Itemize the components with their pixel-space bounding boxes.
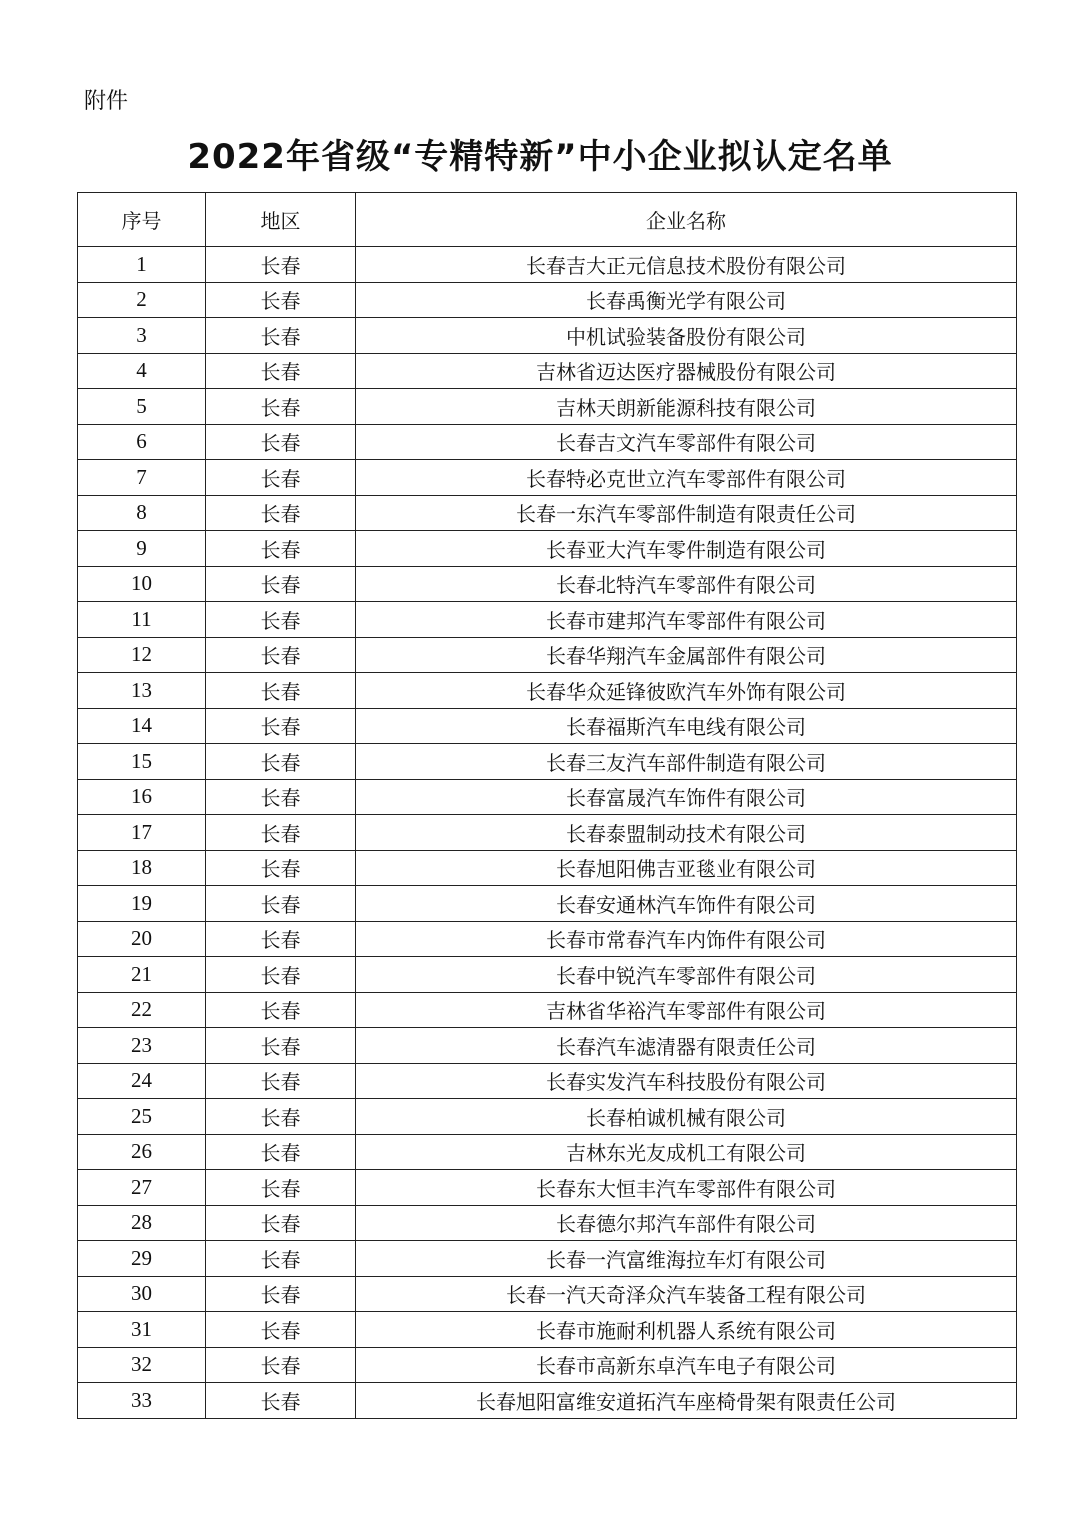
region-cell: 长春 <box>206 495 356 531</box>
company-name-cell: 长春吉大正元信息技术股份有限公司 <box>356 247 1017 283</box>
table-row <box>78 886 1017 922</box>
serial-number-cell: 28 <box>78 1205 206 1241</box>
serial-number-cell: 24 <box>78 1063 206 1099</box>
company-name-cell: 长春汽车滤清器有限责任公司 <box>356 1028 1017 1064</box>
serial-number-cell: 2 <box>78 282 206 318</box>
company-name-cell: 长春市高新东卓汽车电子有限公司 <box>356 1347 1017 1383</box>
table-row <box>78 282 1017 318</box>
company-name-cell: 长春旭阳富维安道拓汽车座椅骨架有限责任公司 <box>356 1383 1017 1419</box>
company-name-cell: 长春富晟汽车饰件有限公司 <box>356 779 1017 815</box>
serial-number-cell: 23 <box>78 1028 206 1064</box>
table-row <box>78 957 1017 993</box>
serial-number-cell: 30 <box>78 1276 206 1312</box>
table-row <box>78 744 1017 780</box>
attachment-label: 附件 <box>84 89 129 114</box>
company-name-cell: 长春市建邦汽车零部件有限公司 <box>356 602 1017 638</box>
table-row <box>78 1063 1017 1099</box>
serial-number-cell: 9 <box>78 531 206 567</box>
company-name-cell: 长春市常春汽车内饰件有限公司 <box>356 921 1017 957</box>
company-name-cell: 长春柏诚机械有限公司 <box>356 1099 1017 1135</box>
table-row <box>78 1276 1017 1312</box>
company-name-cell: 吉林省迈达医疗器械股份有限公司 <box>356 353 1017 389</box>
company-name-cell: 长春特必克世立汽车零部件有限公司 <box>356 460 1017 496</box>
serial-number-cell: 6 <box>78 424 206 460</box>
region-cell: 长春 <box>206 744 356 780</box>
company-name-cell: 长春安通林汽车饰件有限公司 <box>356 886 1017 922</box>
company-name-cell: 长春德尔邦汽车部件有限公司 <box>356 1205 1017 1241</box>
region-cell: 长春 <box>206 602 356 638</box>
serial-number-cell: 14 <box>78 708 206 744</box>
serial-number-cell: 11 <box>78 602 206 638</box>
serial-number-cell: 17 <box>78 815 206 851</box>
serial-number-cell: 29 <box>78 1241 206 1277</box>
table-row <box>78 495 1017 531</box>
table-row <box>78 1134 1017 1170</box>
table-header-row <box>78 193 1017 247</box>
company-name-cell: 长春北特汽车零部件有限公司 <box>356 566 1017 602</box>
serial-number-cell: 31 <box>78 1312 206 1348</box>
region-cell: 长春 <box>206 921 356 957</box>
company-name-cell: 中机试验装备股份有限公司 <box>356 318 1017 354</box>
region-cell: 长春 <box>206 1383 356 1419</box>
region-cell: 长春 <box>206 566 356 602</box>
serial-number-cell: 27 <box>78 1170 206 1206</box>
table-row <box>78 1205 1017 1241</box>
company-name-cell: 长春一东汽车零部件制造有限责任公司 <box>356 495 1017 531</box>
company-name-cell: 长春中锐汽车零部件有限公司 <box>356 957 1017 993</box>
region-cell: 长春 <box>206 460 356 496</box>
table-row <box>78 779 1017 815</box>
serial-number-cell: 26 <box>78 1134 206 1170</box>
table-row <box>78 1099 1017 1135</box>
table-row <box>78 318 1017 354</box>
company-name-cell: 长春泰盟制动技术有限公司 <box>356 815 1017 851</box>
serial-number-cell: 19 <box>78 886 206 922</box>
region-cell: 长春 <box>206 708 356 744</box>
table-row <box>78 1312 1017 1348</box>
region-cell: 长春 <box>206 1028 356 1064</box>
region-cell: 长春 <box>206 1347 356 1383</box>
table-row <box>78 850 1017 886</box>
serial-number-cell: 7 <box>78 460 206 496</box>
table-row <box>78 708 1017 744</box>
table-row <box>78 1028 1017 1064</box>
region-cell: 长春 <box>206 1063 356 1099</box>
region-cell: 长春 <box>206 531 356 567</box>
table-row <box>78 247 1017 283</box>
region-cell: 长春 <box>206 957 356 993</box>
table-row <box>78 460 1017 496</box>
region-cell: 长春 <box>206 673 356 709</box>
table-row <box>78 353 1017 389</box>
company-name-cell: 长春华众延锋彼欧汽车外饰有限公司 <box>356 673 1017 709</box>
region-cell: 长春 <box>206 282 356 318</box>
table-row <box>78 566 1017 602</box>
serial-number-cell: 18 <box>78 850 206 886</box>
company-name-cell: 长春禹衡光学有限公司 <box>356 282 1017 318</box>
serial-number-cell: 33 <box>78 1383 206 1419</box>
serial-number-cell: 5 <box>78 389 206 425</box>
table-row <box>78 815 1017 851</box>
company-name-cell: 长春一汽天奇泽众汽车装备工程有限公司 <box>356 1276 1017 1312</box>
table-row <box>78 673 1017 709</box>
table-row <box>78 1347 1017 1383</box>
region-cell: 长春 <box>206 318 356 354</box>
company-name-cell: 长春吉文汽车零部件有限公司 <box>356 424 1017 460</box>
region-cell: 长春 <box>206 992 356 1028</box>
serial-number-cell: 3 <box>78 318 206 354</box>
company-name-cell: 长春旭阳佛吉亚毯业有限公司 <box>356 850 1017 886</box>
serial-number-cell: 25 <box>78 1099 206 1135</box>
company-name-cell: 吉林东光友成机工有限公司 <box>356 1134 1017 1170</box>
table-row <box>78 424 1017 460</box>
company-name-cell: 吉林省华裕汽车零部件有限公司 <box>356 992 1017 1028</box>
table-row <box>78 531 1017 567</box>
company-name-cell: 长春实发汽车科技股份有限公司 <box>356 1063 1017 1099</box>
region-cell: 长春 <box>206 1241 356 1277</box>
region-cell: 长春 <box>206 1170 356 1206</box>
region-cell: 长春 <box>206 1205 356 1241</box>
table-body <box>78 247 1017 1419</box>
table-row <box>78 921 1017 957</box>
region-cell: 长春 <box>206 815 356 851</box>
serial-number-cell: 15 <box>78 744 206 780</box>
region-cell: 长春 <box>206 424 356 460</box>
column-header-serial: 序号 <box>78 193 206 247</box>
region-cell: 长春 <box>206 389 356 425</box>
table-row <box>78 637 1017 673</box>
table-row <box>78 1170 1017 1206</box>
serial-number-cell: 32 <box>78 1347 206 1383</box>
serial-number-cell: 12 <box>78 637 206 673</box>
region-cell: 长春 <box>206 1099 356 1135</box>
serial-number-cell: 1 <box>78 247 206 283</box>
company-name-cell: 长春福斯汽车电线有限公司 <box>356 708 1017 744</box>
region-cell: 长春 <box>206 850 356 886</box>
document-title: 2022年省级“专精特新”中小企业拟认定名单 <box>187 137 893 177</box>
region-cell: 长春 <box>206 1312 356 1348</box>
company-name-cell: 长春华翔汽车金属部件有限公司 <box>356 637 1017 673</box>
table-row <box>78 992 1017 1028</box>
serial-number-cell: 21 <box>78 957 206 993</box>
serial-number-cell: 13 <box>78 673 206 709</box>
serial-number-cell: 22 <box>78 992 206 1028</box>
serial-number-cell: 4 <box>78 353 206 389</box>
serial-number-cell: 8 <box>78 495 206 531</box>
table-row <box>78 389 1017 425</box>
company-name-cell: 长春东大恒丰汽车零部件有限公司 <box>356 1170 1017 1206</box>
company-name-cell: 长春市施耐利机器人系统有限公司 <box>356 1312 1017 1348</box>
enterprise-list-table <box>77 192 1017 1419</box>
company-name-cell: 吉林天朗新能源科技有限公司 <box>356 389 1017 425</box>
region-cell: 长春 <box>206 779 356 815</box>
company-name-cell: 长春亚大汽车零件制造有限公司 <box>356 531 1017 567</box>
company-name-cell: 长春三友汽车部件制造有限公司 <box>356 744 1017 780</box>
table-row <box>78 602 1017 638</box>
column-header-company: 企业名称 <box>356 193 1017 247</box>
region-cell: 长春 <box>206 1134 356 1170</box>
region-cell: 长春 <box>206 353 356 389</box>
serial-number-cell: 20 <box>78 921 206 957</box>
serial-number-cell: 10 <box>78 566 206 602</box>
table-row <box>78 1383 1017 1419</box>
table-row <box>78 1241 1017 1277</box>
region-cell: 长春 <box>206 886 356 922</box>
region-cell: 长春 <box>206 247 356 283</box>
region-cell: 长春 <box>206 637 356 673</box>
region-cell: 长春 <box>206 1276 356 1312</box>
serial-number-cell: 16 <box>78 779 206 815</box>
company-name-cell: 长春一汽富维海拉车灯有限公司 <box>356 1241 1017 1277</box>
column-header-region: 地区 <box>206 193 356 247</box>
